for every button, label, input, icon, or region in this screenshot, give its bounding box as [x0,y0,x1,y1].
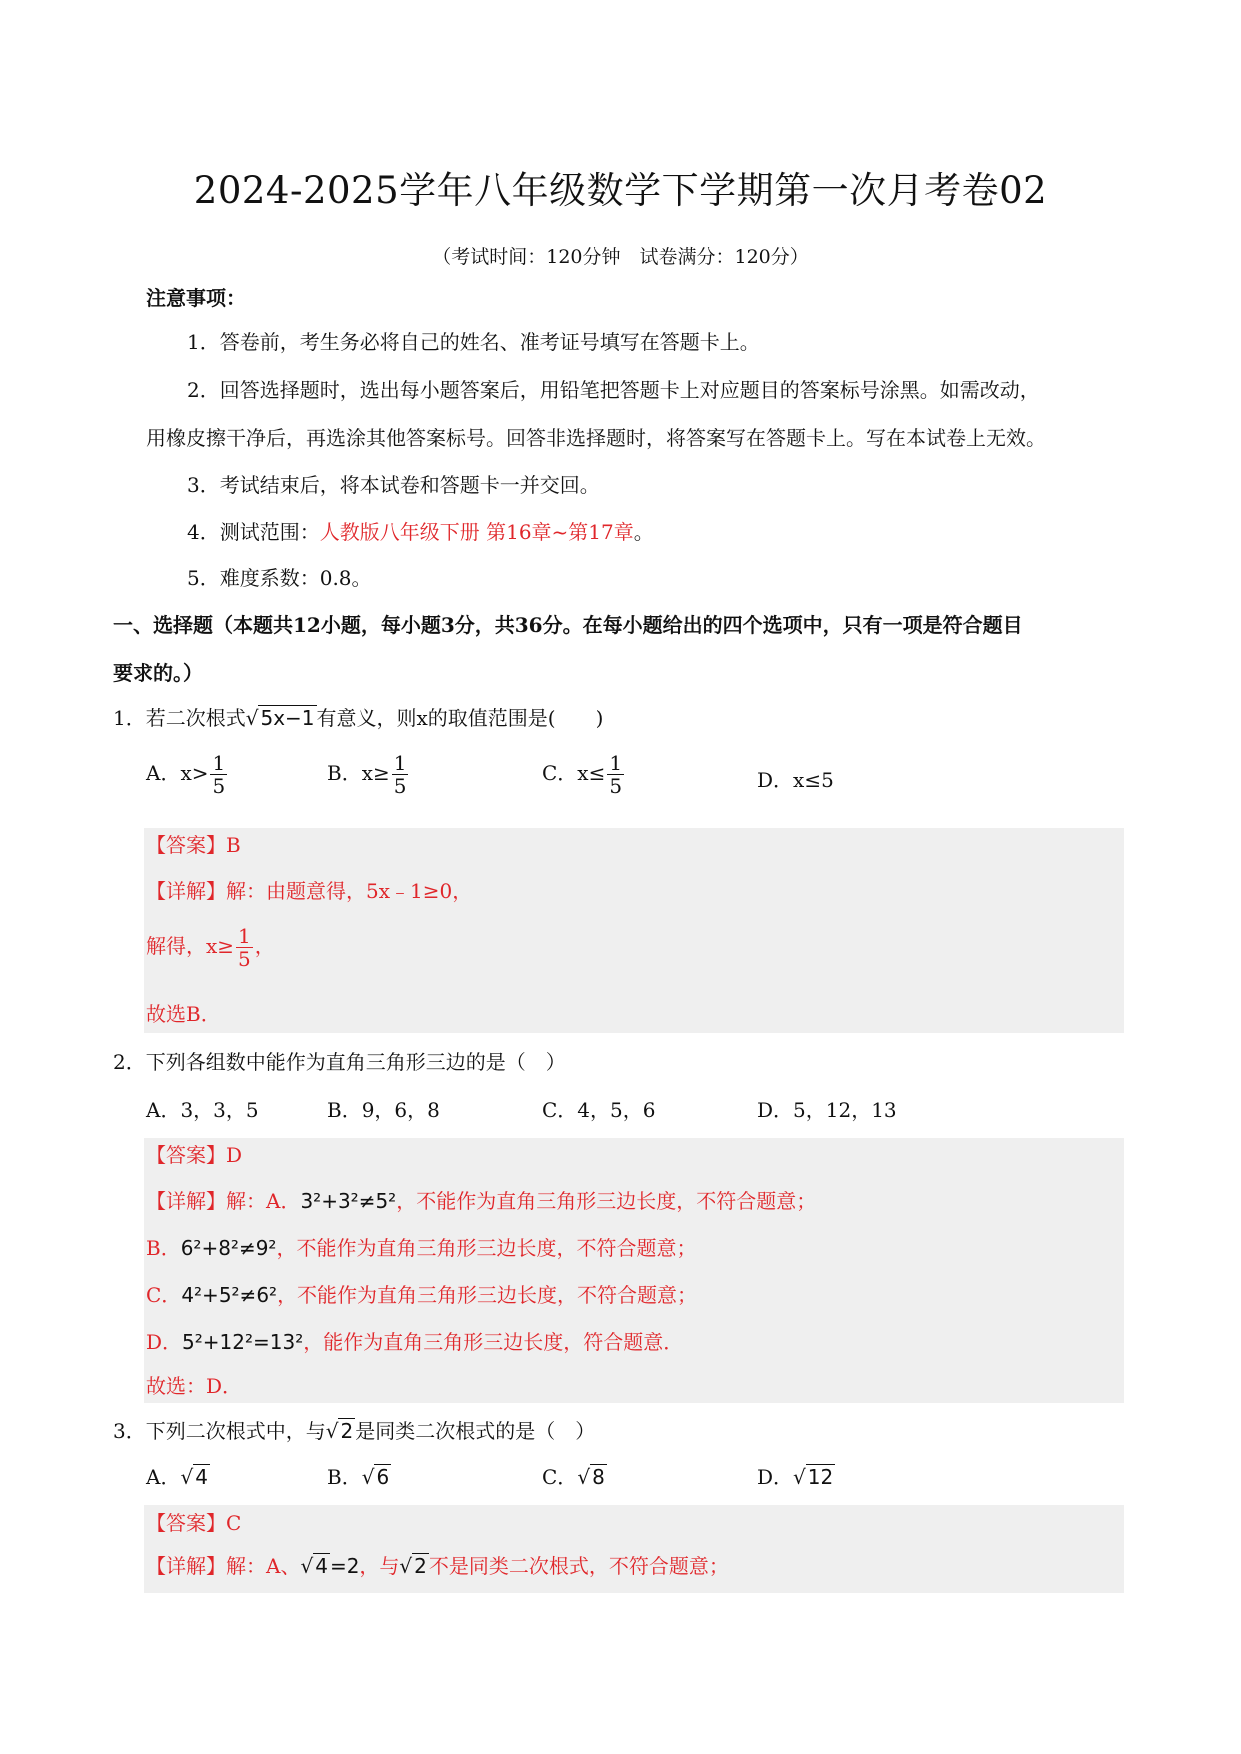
q1-prefix: 1．若二次根式 [113,706,246,730]
q1-radical: √ 5x−1 [245,706,315,730]
q1-conclusion: 故选B． [146,1002,221,1026]
q3-option-radical: √ 8 [577,1465,605,1489]
frac-denominator: 5 [393,774,407,798]
detail-expression: 5²+12²=13² [182,1330,304,1354]
notice-item-3: 3．考试结束后，将本试卷和答题卡一并交回。 [187,473,600,497]
q3-option-radicand: 8 [592,1465,605,1489]
notice-item-1: 1．答卷前，考生务必将自己的姓名、准考证号填写在答题卡上。 [187,330,760,354]
notice-heading: 注意事项： [146,286,246,310]
q3-answer: 【答案】C [146,1511,242,1535]
detail-label: D． [146,1330,183,1354]
q3-option-d [757,1462,835,1492]
q1-answer: 【答案】B [146,833,241,857]
q1-solve [146,925,275,970]
detail-expression: 6²+8²≠9² [180,1236,277,1260]
q3-option-radicand: 6 [376,1465,390,1489]
q3-option-label: D． [757,1465,794,1489]
notice-item-4 [187,517,654,547]
q2-option-b: B．9，6，8 [327,1098,440,1122]
q2-detail-c [146,1280,697,1310]
question-3-stem [113,1416,595,1446]
notice-item-2-cont: 用橡皮擦干净后，再选涂其他答案标号。回答非选择题时，将答案写在答题卡上。写在本试卷上无效。 [146,426,1046,450]
q1-detail: 【详解】解：由题意得，5x﹣1≥0， [146,879,473,903]
section-heading: 一、选择题（本题共12小题，每小题3分，共36分。在每小题给出的四个选项中，只有一项是符合题目 [113,613,1023,637]
question-2-stem: 2．下列各组数中能作为直角三角形三边的是（ ） [113,1050,566,1074]
q1-option-b-label: B．x≥ [327,761,390,785]
q3-option-radicand: 4 [195,1465,208,1489]
frac-denominator: 5 [212,774,226,798]
notice-item-2: 2．回答选择题时，选出每小题答案后，用铅笔把答题卡上对应题目的答案标号涂黑。如需改动， [187,378,1040,402]
q3-option-radical: √ 12 [793,1465,834,1489]
q3-detail-radicand-1: 4 [315,1554,328,1578]
notice-item-4-prefix: 4．测试范围： [187,520,320,544]
q1-solve-prefix: 解得，x≥ [146,934,235,958]
frac-numerator: 1 [609,751,623,775]
detail-expression: 4²+5²≠6² [181,1283,278,1307]
q2-detail-a [146,1186,816,1216]
q3-detail-mid: ，与 [359,1554,400,1578]
q1-option-c-fraction [607,752,624,797]
detail-text: ，不能作为直角三角形三边长度，不符合题意； [277,1283,698,1307]
detail-label: C． [146,1283,182,1307]
q2-answer-box [144,1138,1124,1403]
q3-detail-radical-2: √ 2 [399,1554,427,1578]
q1-answer-box [144,828,1124,1033]
frac-numerator: 1 [238,924,251,948]
q3-detail-radicand-2: 2 [414,1554,427,1578]
q1-option-c [542,752,626,797]
q1-solve-suffix: ， [254,934,275,958]
q3-suffix: 是同类二次根式的是（ ） [355,1419,596,1443]
q3-option-radical: √ 4 [180,1465,208,1489]
detail-text: ，不能作为直角三角形三边长度，不符合题意； [276,1236,697,1260]
q3-detail [146,1551,729,1581]
frac-denominator: 5 [609,774,623,798]
q3-option-c [542,1462,607,1492]
exam-info: （考试时间：120分钟 试卷满分：120分） [432,246,809,268]
q1-suffix: 有意义，则x的取值范围是( ) [316,706,604,730]
notice-item-5: 5．难度系数：0.8。 [187,566,372,590]
q3-detail-suffix: 不是同类二次根式，不符合题意； [428,1554,729,1578]
q3-radicand: 2 [340,1419,354,1443]
q2-detail-b [146,1233,696,1263]
q1-option-a-label: A．x> [146,761,209,785]
detail-text: ，不能作为直角三角形三边长度，不符合题意； [396,1189,817,1213]
question-1-stem [113,703,603,733]
notice-item-4-suffix: 。 [633,520,654,544]
detail-text: ，能作为直角三角形三边长度，符合题意． [303,1330,684,1354]
q3-option-label: B． [327,1465,362,1489]
q2-option-d: D．5，12，13 [757,1098,897,1122]
section-heading-cont: 要求的。） [113,661,203,685]
q1-option-b-fraction [392,752,409,797]
q3-prefix: 3．下列二次根式中，与 [113,1419,326,1443]
q2-detail-d [146,1327,683,1357]
q1-option-d: D．x≤5 [757,768,834,792]
q1-option-c-label: C．x≤ [542,761,606,785]
q1-option-a-fraction [210,752,227,797]
q1-option-b [327,752,410,797]
detail-label: 【详解】解：A． [146,1189,301,1213]
q2-conclusion: 故选：D． [146,1374,243,1398]
q3-detail-radical-1: √ 4 [300,1554,328,1578]
q1-radicand: 5x−1 [260,706,315,730]
q1-solve-fraction [236,925,253,970]
q3-option-b [327,1462,391,1492]
frac-numerator: 1 [393,751,407,775]
detail-label: B． [146,1236,181,1260]
q3-option-a [146,1462,210,1492]
q3-option-radical: √ 6 [361,1465,390,1489]
q3-radical: √ 2 [325,1419,354,1443]
q3-option-label: A． [146,1465,181,1489]
frac-denominator: 5 [238,947,251,971]
q2-option-c: C．4，5，6 [542,1098,656,1122]
q3-detail-prefix: 【详解】解：A、 [146,1554,301,1578]
q1-option-a [146,752,229,797]
frac-numerator: 1 [212,751,226,775]
q2-option-a: A．3，3，5 [146,1098,259,1122]
test-range: 人教版八年级下册 第16章~第17章 [319,520,634,544]
q2-answer: 【答案】D [146,1143,243,1167]
q3-option-label: C． [542,1465,578,1489]
detail-expression: 3²+3²≠5² [300,1189,397,1213]
page-title: 2024-2025学年八年级数学下学期第一次月考卷02 [193,169,1048,212]
q3-detail-equals: =2 [329,1554,360,1578]
q3-option-radicand: 12 [807,1465,834,1489]
